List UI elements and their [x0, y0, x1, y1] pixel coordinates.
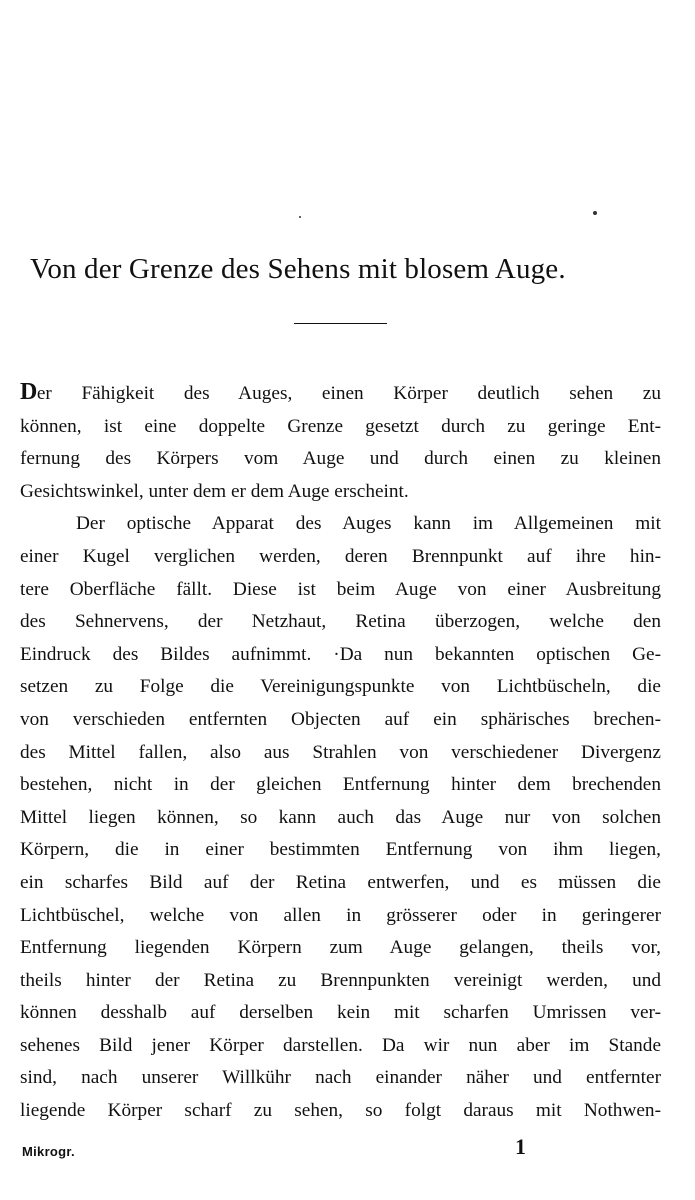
paragraph-1 [20, 376, 661, 508]
text-line: Der Fähigkeit des Auges, einen Körper deutlich sehen zu [20, 379, 661, 405]
text-line: Gesichtswinkel, unter dem er dem Auge erscheint. [20, 480, 409, 502]
text-line: können, ist eine doppelte Grenze gesetzt durch zu geringe Ent- [20, 415, 661, 437]
text-line: des Sehnervens, der Netzhaut, Retina überzogen, welche den [20, 611, 661, 633]
text-line: des Mittel fallen, also aus Strahlen von verschiedener Divergenz [20, 741, 661, 763]
text-line: liegende Körper scharf zu sehen, so folgt daraus mit Nothwen- [20, 1100, 661, 1122]
chapter-title: Von der Grenze des Sehens mit blosem Auge. [30, 253, 566, 285]
text-line: fernung des Körpers vom Auge und durch einen zu kleinen [20, 448, 661, 470]
text-line: bestehen, nicht in der gleichen Entfernung hinter dem brechenden [20, 774, 661, 796]
title-divider [294, 323, 387, 324]
dropcap: D [20, 379, 37, 405]
text-line: von verschieden entfernten Objecten auf ein sphärisches brechen- [20, 708, 661, 730]
text-line: theils hinter der Retina zu Brennpunkten vereinigt werden, und [20, 969, 661, 991]
text-line: tere Oberfläche fällt. Diese ist beim Auge von einer Ausbreitung [20, 578, 661, 600]
signature-mark: 1 [515, 1134, 526, 1159]
body-text [20, 376, 661, 1128]
text-line: Lichtbüschel, welche von allen in grösserer oder in geringerer [20, 904, 661, 926]
text-line: einer Kugel verglichen werden, deren Brennpunkt auf ihre hin- [20, 545, 661, 567]
text-line: Der optische Apparat des Auges kann im Allgemeinen mit [76, 513, 661, 535]
text-line: Mittel liegen können, so kann auch das Auge nur von solchen [20, 806, 661, 828]
text-line: ein scharfes Bild auf der Retina entwerfen, und es müssen die [20, 871, 661, 893]
text-line: Eindruck des Bildes aufnimmt. ·Da nun bekannten optischen Ge- [20, 643, 661, 665]
print-speck [299, 216, 301, 218]
signature-label: Mikrogr. [22, 1144, 75, 1159]
text-line: können desshalb auf derselben kein mit scharfen Umrissen ver- [20, 1002, 661, 1024]
text-line: Entfernung liegenden Körpern zum Auge gelangen, theils vor, [20, 937, 661, 959]
paragraph-2 [20, 508, 661, 1127]
text-line: setzen zu Folge die Vereinigungspunkte von Lichtbüscheln, die [20, 676, 661, 698]
text-line: Körpern, die in einer bestimmten Entfernung von ihm liegen, [20, 839, 661, 861]
text-line: sehenes Bild jener Körper darstellen. Da wir nun aber im Stande [20, 1034, 661, 1056]
print-speck [593, 211, 597, 215]
text-line: sind, nach unserer Willkühr nach einander näher und entfernter [20, 1067, 661, 1089]
